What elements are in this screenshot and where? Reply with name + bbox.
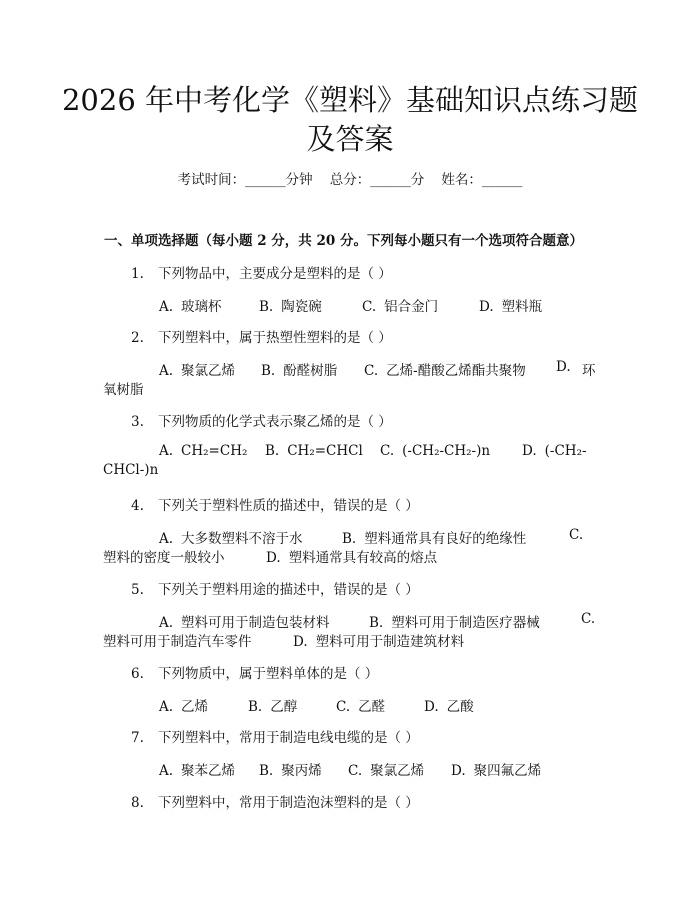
question-text: 下列物质中，属于塑料单体的是（ ） <box>158 666 379 682</box>
option-text: 聚苯乙烯 <box>181 763 236 779</box>
option-text: 乙烯-醋酸乙烯酯共聚物 <box>386 363 526 379</box>
question-2-option-d-text-line-1: 环 <box>582 363 596 379</box>
question-number: 8. <box>131 795 144 811</box>
question-7-option-a <box>159 759 235 779</box>
option-letter: D. <box>556 359 571 375</box>
question-text: 下列塑料中，常用于制造泡沫塑料的是（ ） <box>158 795 419 811</box>
question-4 <box>131 494 419 514</box>
question-5-option-c-letter <box>581 611 595 627</box>
option-text: 乙酸 <box>446 699 474 715</box>
question-2-option-b <box>261 359 337 379</box>
question-2-option-d-text-line-2: 氧树脂 <box>103 382 144 398</box>
question-text: 下列关于塑料性质的描述中，错误的是（ ） <box>158 498 419 514</box>
option-letter: A. <box>159 443 174 459</box>
question-1-option-a <box>159 295 222 315</box>
option-letter: A. <box>159 699 174 715</box>
question-2-option-d-letter <box>556 359 571 375</box>
question-text: 下列物品中，主要成分是塑料的是（ ） <box>158 266 392 282</box>
option-text: 乙烯 <box>181 699 209 715</box>
question-2 <box>131 326 392 346</box>
option-letter: D. <box>451 763 466 779</box>
question-3-option-a <box>159 443 247 459</box>
option-text: 聚丙烯 <box>281 763 322 779</box>
question-1 <box>131 262 392 282</box>
question-6-option-d <box>424 695 474 715</box>
question-3-option-d-line-2: CHCl-)n <box>103 462 159 478</box>
option-text: 乙醛 <box>358 699 386 715</box>
option-letter: C. <box>348 763 363 779</box>
option-text: 聚四氟乙烯 <box>473 763 542 779</box>
question-4-option-c-text <box>103 546 225 566</box>
option-text: 塑料瓶 <box>501 299 543 315</box>
option-letter: C. <box>380 443 395 459</box>
question-number: 3. <box>131 414 144 430</box>
question-2-option-c <box>364 359 526 379</box>
option-text: 大多数塑料不溶于水 <box>181 531 303 547</box>
option-letter: C. <box>569 527 584 543</box>
question-5-option-b <box>369 611 540 631</box>
section-heading: 一、单项选择题（每小题 2 分，共 20 分。下列每小题只有一个选项符合题意） <box>104 233 583 249</box>
question-number: 1. <box>131 266 144 282</box>
exam-info-line: 考试时间：______分钟 总分：______分 姓名：______ <box>177 172 523 188</box>
question-text: 下列关于塑料用途的描述中，错误的是（ ） <box>158 582 419 598</box>
option-text: CH₂=CH₂ <box>181 443 248 459</box>
option-text: 塑料的密度一般较小 <box>103 550 225 566</box>
question-3-option-b <box>265 443 363 459</box>
question-number: 7. <box>131 730 144 746</box>
question-number: 6. <box>131 666 144 682</box>
question-7-option-b <box>259 759 322 779</box>
question-number: 5. <box>131 582 144 598</box>
question-7-option-c <box>348 759 424 779</box>
question-4-option-b <box>342 527 526 547</box>
option-text: 塑料可用于制造建筑材料 <box>315 634 465 650</box>
question-7-option-d <box>451 759 541 779</box>
question-number: 4. <box>131 498 144 514</box>
question-5-option-a <box>159 611 330 631</box>
question-text: 下列塑料中，属于热塑性塑料的是（ ） <box>158 330 392 346</box>
question-3-option-d-line-1: D. (-CH₂- <box>522 443 587 459</box>
option-letter: B. <box>259 299 274 315</box>
option-text: 塑料通常具有良好的绝缘性 <box>364 531 527 547</box>
question-6-option-b <box>248 695 297 715</box>
option-letter: A. <box>159 531 174 547</box>
question-1-option-c <box>362 295 438 315</box>
option-letter: D. <box>424 699 439 715</box>
option-text: 乙醇 <box>270 699 298 715</box>
question-3-option-c <box>380 443 490 459</box>
option-letter: B. <box>259 763 274 779</box>
option-text: 陶瓷碗 <box>281 299 322 315</box>
question-4-option-c-letter <box>569 527 583 543</box>
question-8 <box>131 791 419 811</box>
option-text: 塑料可用于制造包装材料 <box>181 615 330 631</box>
question-3 <box>131 410 392 430</box>
option-letter: C. <box>364 363 379 379</box>
option-letter: C. <box>362 299 377 315</box>
option-letter: B. <box>369 615 384 631</box>
option-letter: D. <box>522 443 537 459</box>
option-letter: A. <box>159 615 174 631</box>
question-6-option-a <box>159 695 208 715</box>
question-text: 下列塑料中，常用于制造电线电缆的是（ ） <box>158 730 419 746</box>
question-number: 2. <box>131 330 144 346</box>
option-text: 聚氯乙烯 <box>181 363 236 379</box>
option-text: 塑料通常具有较高的熔点 <box>288 550 438 566</box>
question-6 <box>131 662 378 682</box>
option-text: 玻璃杯 <box>181 299 222 315</box>
option-letter: D. <box>479 299 494 315</box>
option-letter: B. <box>261 363 276 379</box>
question-7 <box>131 726 419 746</box>
option-letter: D. <box>266 550 281 566</box>
option-text: 聚氯乙烯 <box>370 763 425 779</box>
question-5-option-d <box>293 630 464 650</box>
option-letter: A. <box>159 763 174 779</box>
question-4-option-a <box>159 527 303 547</box>
option-text: 酚醛树脂 <box>283 363 338 379</box>
option-text: 铝合金门 <box>384 299 439 315</box>
option-text: (-CH₂-CH₂-)n <box>402 443 491 459</box>
option-letter: C. <box>581 611 596 627</box>
question-1-option-d <box>479 295 542 315</box>
page-title-line-1: 2026 年中考化学《塑料》基础知识点练习题 <box>61 83 639 117</box>
option-letter: D. <box>293 634 308 650</box>
question-2-option-a <box>159 359 235 379</box>
question-5 <box>131 578 419 598</box>
option-letter: C. <box>336 699 351 715</box>
option-letter: B. <box>248 699 263 715</box>
option-text: CH₂=CHCl <box>287 443 363 459</box>
question-text: 下列物质的化学式表示聚乙烯的是（ ） <box>158 414 392 430</box>
option-letter: B. <box>342 531 357 547</box>
option-text: 塑料可用于制造医疗器械 <box>391 615 540 631</box>
question-6-option-c <box>336 695 385 715</box>
option-text: 塑料可用于制造汽车零件 <box>103 634 252 650</box>
question-1-option-b <box>259 295 322 315</box>
page-title-line-2: 及答案 <box>306 122 394 156</box>
option-letter: A. <box>159 299 174 315</box>
question-5-option-c-text <box>103 630 252 650</box>
question-4-option-d <box>266 546 437 566</box>
option-letter: B. <box>265 443 280 459</box>
option-letter: A. <box>159 363 174 379</box>
